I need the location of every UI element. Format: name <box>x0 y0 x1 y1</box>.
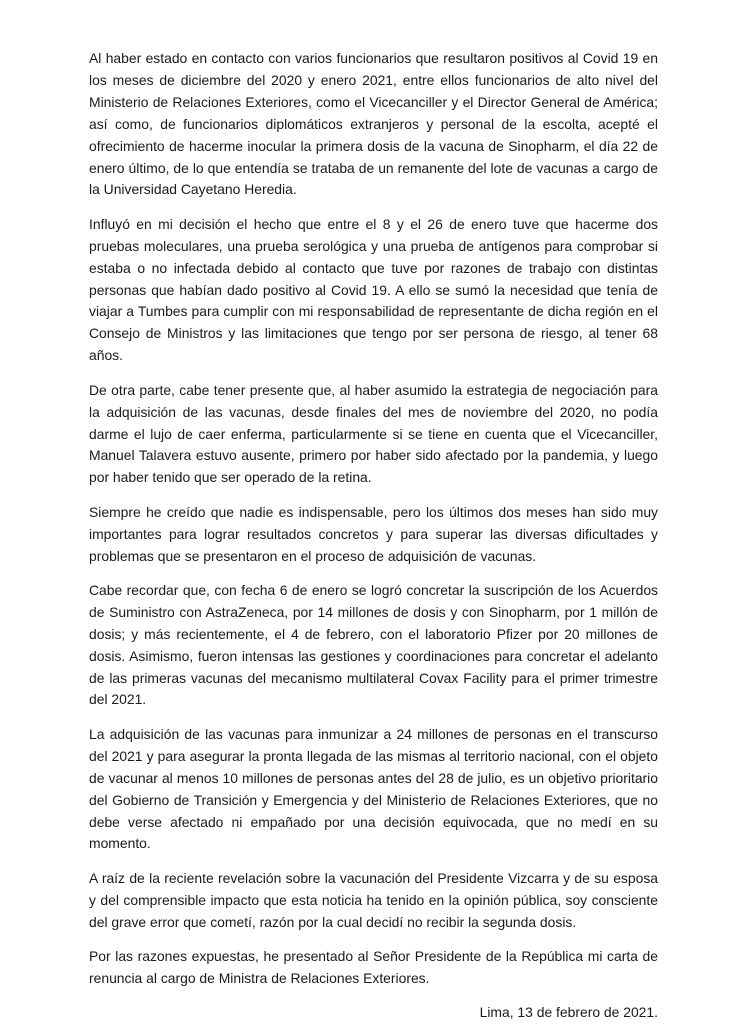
paragraph-3: De otra parte, cabe tener presente que, al haber asumido la estrategia de negociación para la adquisición de las vacunas, desde finales del mes de noviembre del 2020, no podía darme el lujo de caer enferma, particularmente si se tiene en cuenta que el Vicecanciller, Manuel Talavera estuvo ausente, primero por haber sido afectado por la pandemia, y luego por haber tenido que ser operado de la retina. <box>89 381 658 486</box>
paragraph-4: Siempre he creído que nadie es indispensable, pero los últimos dos meses han sido muy importantes para lograr resultados concretos y para superar las diversas dificultades y problemas que se presentaron en el proceso de adquisición de vacunas. <box>89 503 658 564</box>
paragraph-5: Cabe recordar que, con fecha 6 de enero se logró concretar la suscripción de los Acuerdos de Suministro con AstraZeneca, por 14 millones de dosis y con Sinopharm, por 1 millón de dosis; y más recientemente, el 4 de febrero, con el laboratorio Pfizer por 20 millones de dosis. Asimismo, fueron intensas las gestiones y coordinaciones para concretar el adelanto de las primeras vacunas del mecanismo multilateral Covax Facility para el primer trimestre del 2021. <box>89 581 658 708</box>
paragraph-6: La adquisición de las vacunas para inmunizar a 24 millones de personas en el transcurso del 2021 y para asegurar la pronta llegada de las mismas al territorio nacional, con el objeto de vacunar al menos 10 millones de personas antes del 28 de julio, es un objetivo prioritario del Gobierno de Transición y Emergencia y del Ministerio de Relaciones Exteriores, que no debe verse afectado ni empañado por una decisión equivocada, que no medí en su momento. <box>89 725 658 852</box>
place-and-date: Lima, 13 de febrero de 2021. <box>479 1004 658 1021</box>
letter-body <box>89 48 658 1024</box>
paragraph-8: Por las razones expuestas, he presentado al Señor Presidente de la República mi carta de renuncia al cargo de Ministra de Relaciones Exteriores. <box>89 948 658 986</box>
paragraph-1: Al haber estado en contacto con varios funcionarios que resultaron positivos al Covid 19 en los meses de diciembre del 2020 y enero 2021, entre ellos funcionarios de alto nivel del Ministerio de Relaciones Exteriores, como el Vicecanciller y el Director General de América; así como, de funcionarios diplomáticos extranjeros y personal de la escolta, acepté el ofrecimiento de hacerme inocular la primera dosis de la vacuna de Sinopharm, el día 22 de enero último, de lo que entendía se trataba de un remanente del lote de vacunas a cargo de la Universidad Cayetano Heredia. <box>89 50 658 198</box>
paragraph-7: A raíz de la reciente revelación sobre la vacunación del Presidente Vizcarra y de su esposa y del comprensible impacto que esta noticia ha tenido en la opinión pública, soy consciente del grave error que cometí, razón por la cual decidí no recibir la segunda dosis. <box>89 869 658 930</box>
paragraph-2: Influyó en mi decisión el hecho que entre el 8 y el 26 de enero tuve que hacerme dos pruebas moleculares, una prueba serológica y una prueba de antígenos para comprobar si estaba o no infectada debido al contacto que tuve por razones de trabajo con distintas personas que habían dado positivo al Covid 19. A ello se sumó la necesidad que tenía de viajar a Tumbes para cumplir con mi responsabilidad de representante de dicha región en el Consejo de Ministros y las limitaciones que tengo por ser persona de riesgo, al tener 68 años. <box>89 215 658 364</box>
